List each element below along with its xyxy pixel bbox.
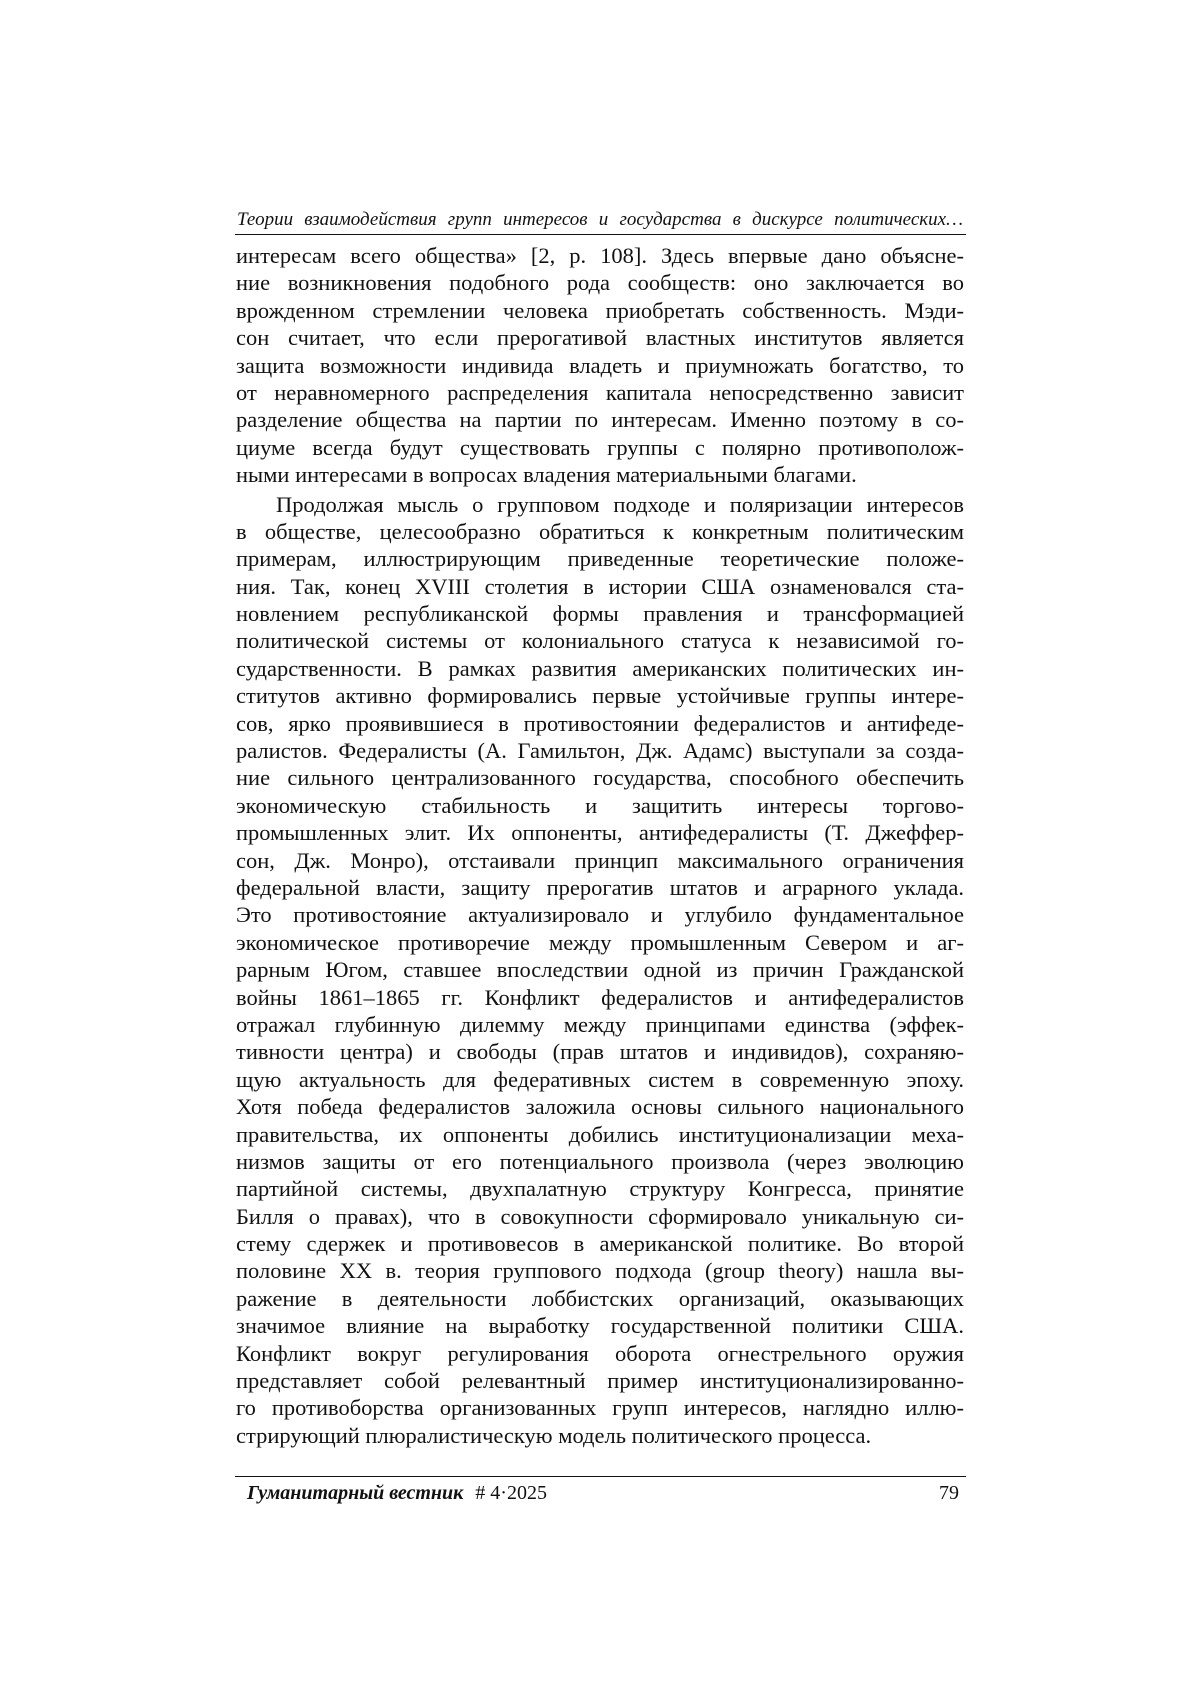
text-line: врожденном стремлении человека приобретать собственность. Мэди- (236, 297, 964, 323)
text-line: сон, Дж. Монро), отстаивали принцип максимального ограничения (236, 847, 964, 873)
text-line: стрирующий плюралистическую модель политического процесса. (236, 1422, 872, 1448)
text-line: го противоборства организованных групп интересов, наглядно иллю- (236, 1395, 964, 1421)
text-line: ными интересами в вопросах владения материальными благами. (236, 462, 857, 488)
text-line: щую актуальность для федеративных систем в современную эпоху. (236, 1066, 964, 1092)
text-line: Это противостояние актуализировало и углубило фундаментальное (236, 902, 964, 928)
text-line: половине XX в. теория группового подхода (group theory) нашла вы- (236, 1258, 964, 1284)
text-line: промышленных элит. Их оппоненты, антифедералисты (Т. Джеффер- (236, 820, 964, 846)
text-line: партийной системы, двухпалатную структуру Конгресса, принятие (236, 1176, 964, 1202)
page-number: 79 (939, 1482, 959, 1504)
running-header: Теории взаимодействия групп интересов и государства в дискурсе политических… (237, 209, 963, 230)
text-line: экономическую стабильность и защитить интересы торгово- (236, 792, 964, 818)
text-line: новлением республиканской формы правления и трансформацией (236, 601, 964, 627)
text-line: политической системы от колониального статуса к независимой го- (236, 628, 964, 654)
text-line: Хотя победа федералистов заложила основы сильного национального (236, 1094, 964, 1120)
text-line: рарным Югом, ставшее впоследствии одной из причин Гражданской (236, 957, 964, 983)
text-line: циуме всегда будут существовать группы с полярно противополож- (236, 434, 964, 460)
journal-title: Гуманитарный вестник (247, 1482, 464, 1504)
paragraph (236, 491, 964, 1450)
text-line: сон считает, что если прерогативой властных институтов является (236, 325, 964, 351)
text-line: войны 1861–1865 гг. Конфликт федералистов и антифедералистов (236, 984, 964, 1010)
text-line: федеральной власти, защиту прерогатив штатов и аграрного уклада. (236, 874, 964, 900)
text-line: Продолжая мысль о групповом подходе и поляризации интересов (276, 491, 964, 517)
text-line: ния. Так, конец XVIII столетия в истории США ознаменовался ста- (236, 573, 964, 599)
text-line: правительства, их оппоненты добились институционализации меха- (236, 1121, 964, 1147)
text-line: интересам всего общества» [2, p. 108]. Здесь впервые дано объясне- (236, 243, 964, 268)
text-line: ралистов. Федералисты (А. Гамильтон, Дж. Адамс) выступали за созда- (236, 738, 964, 764)
text-line: ние возникновения подобного рода сообществ: оно заключается во (236, 270, 964, 296)
text-line: представляет собой релевантный пример институционализированно- (236, 1368, 964, 1394)
text-line: низмов защиты от его потенциального произвола (через эволюцию (236, 1148, 964, 1174)
text-line: ние сильного централизованного государства, способного обеспечить (236, 765, 964, 791)
paragraph (236, 242, 964, 489)
text-line: отражал глубинную дилемму между принципами единства (эффек- (236, 1011, 964, 1037)
page-footer (247, 1480, 959, 1506)
text-line: примерам, иллюстрирующим приведенные теоретические положе- (236, 546, 964, 572)
text-line: сударственности. В рамках развития американских политических ин- (236, 655, 964, 681)
text-line: значимое влияние на выработку государственной политики США. (236, 1313, 964, 1339)
text-line: сов, ярко проявившиеся в противостоянии федералистов и антифеде- (236, 710, 964, 736)
issue-number: # 4·2025 (475, 1482, 547, 1504)
body-text (236, 242, 964, 1449)
text-line: ститутов активно формировались первые устойчивые группы интере- (236, 683, 964, 709)
text-line: тивности центра) и свободы (прав штатов и индивидов), сохраняю- (236, 1039, 964, 1065)
text-line: ражение в деятельности лоббистских организаций, оказывающих (236, 1285, 964, 1311)
header-divider (235, 234, 966, 235)
text-line: Конфликт вокруг регулирования оборота огнестрельного оружия (236, 1340, 964, 1366)
text-line: стему сдержек и противовесов в американской политике. Во второй (236, 1231, 964, 1257)
text-line: от неравномерного распределения капитала непосредственно зависит (236, 379, 964, 405)
text-line: защита возможности индивида владеть и приумножать богатство, то (236, 352, 964, 378)
text-line: Билля о правах), что в совокупности сформировало уникальную си- (236, 1203, 964, 1229)
footer-divider (235, 1476, 966, 1477)
text-line: разделение общества на партии по интересам. Именно поэтому в со- (236, 407, 964, 433)
text-line: экономическое противоречие между промышленным Севером и аг- (236, 929, 964, 955)
text-line: в обществе, целесообразно обратиться к конкретным политическим (236, 518, 964, 544)
